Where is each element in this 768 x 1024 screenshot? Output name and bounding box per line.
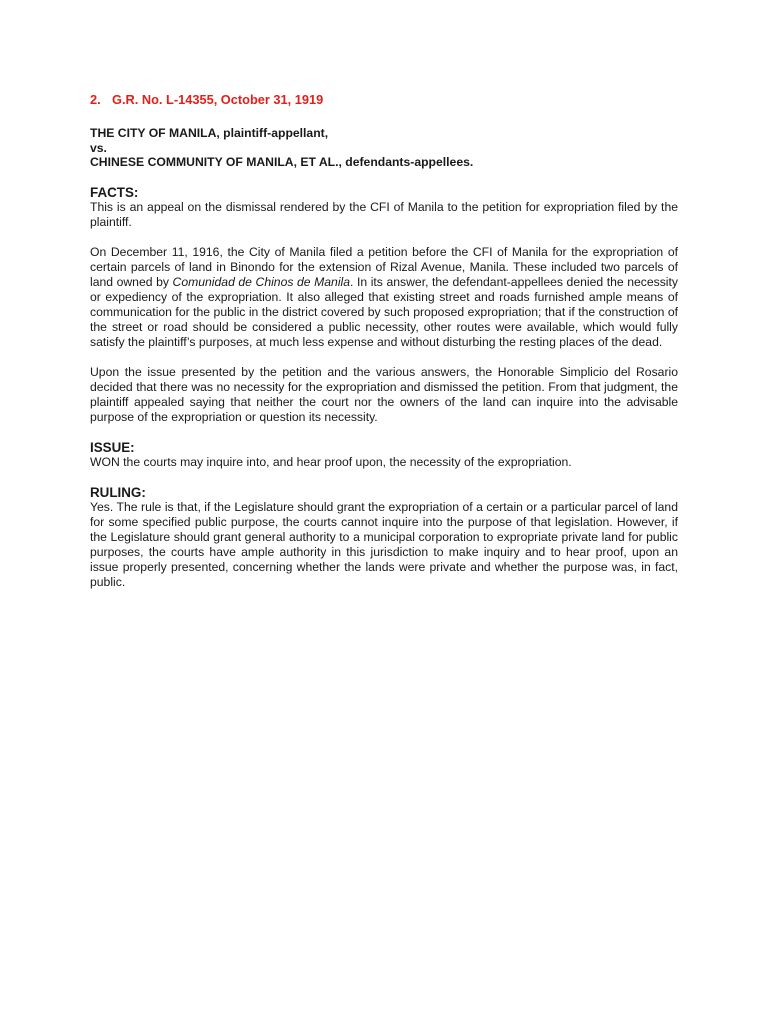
versus-line: vs.: [90, 140, 107, 155]
facts-paragraph-2-italic: Comunidad de Chinos de Manila: [172, 274, 351, 289]
ruling-paragraph: Yes. The rule is that, if the Legislature should grant the expropriation of a certain or a particular parcel of land for some specified public purpose, the courts cannot inquire into the purpose of that legislation. However, if the Legislature should grant general authority to a municipal corporation to expropriate private land for public purposes, the courts have ample authority in this jurisdiction to make inquiry and to hear proof, upon an issue properly presented, concerning whether the lands were private and whether the purpose was, in fact, public.: [90, 499, 678, 589]
facts-paragraph-2-part-a: On December 11, 1916, the City of Manila filed a petition before the CFI of Manila for the expropriation of certain parcels of land in Binondo for the extension of Rizal Avenue, Manila. These included two parcels of land owned by: [90, 244, 678, 289]
facts-heading: FACTS:: [90, 184, 139, 200]
case-parties: [90, 126, 678, 170]
facts-paragraph-3: Upon the issue presented by the petition and the various answers, the Honorable Simplicio del Rosario decided that there was no necessity for the expropriation and dismissed the petition. From that judgment, the plaintiff appealed saying that neither the court nor the owners of the land can inquire into the advisable purpose of the expropriation or question its necessity.: [90, 364, 678, 424]
facts-paragraph-2: [90, 245, 678, 350]
ruling-heading: RULING:: [90, 484, 146, 500]
case-number: 2.: [90, 92, 101, 107]
facts-paragraph-2-part-b: . In its answer, the defendant-appellees denied the necessity or expediency of the expropriation. It also alleged that existing street and roads furnished ample means of communication for the public in the district covered by such proposed expropriation; that if the construction of the street or road should be considered a public necessity, other routes were available, which would fully satisfy the plaintiff’s purposes, at much less expense and without disturbing the resting places of the dead.: [90, 274, 678, 349]
case-heading: [90, 92, 678, 107]
facts-paragraph-1: This is an appeal on the dismissal rendered by the CFI of Manila to the petition for expropriation filed by the plaintiff.: [90, 199, 678, 229]
defendant-line: CHINESE COMMUNITY OF MANILA, ET AL., defendants-appellees.: [90, 155, 474, 169]
issue-paragraph: WON the courts may inquire into, and hear proof upon, the necessity of the expropriation.: [90, 454, 572, 469]
issue-heading: ISSUE:: [90, 439, 135, 455]
case-citation: G.R. No. L-14355, October 31, 1919: [112, 92, 324, 107]
document-page: [90, 92, 678, 605]
plaintiff-line: THE CITY OF MANILA, plaintiff-appellant,: [90, 126, 329, 140]
